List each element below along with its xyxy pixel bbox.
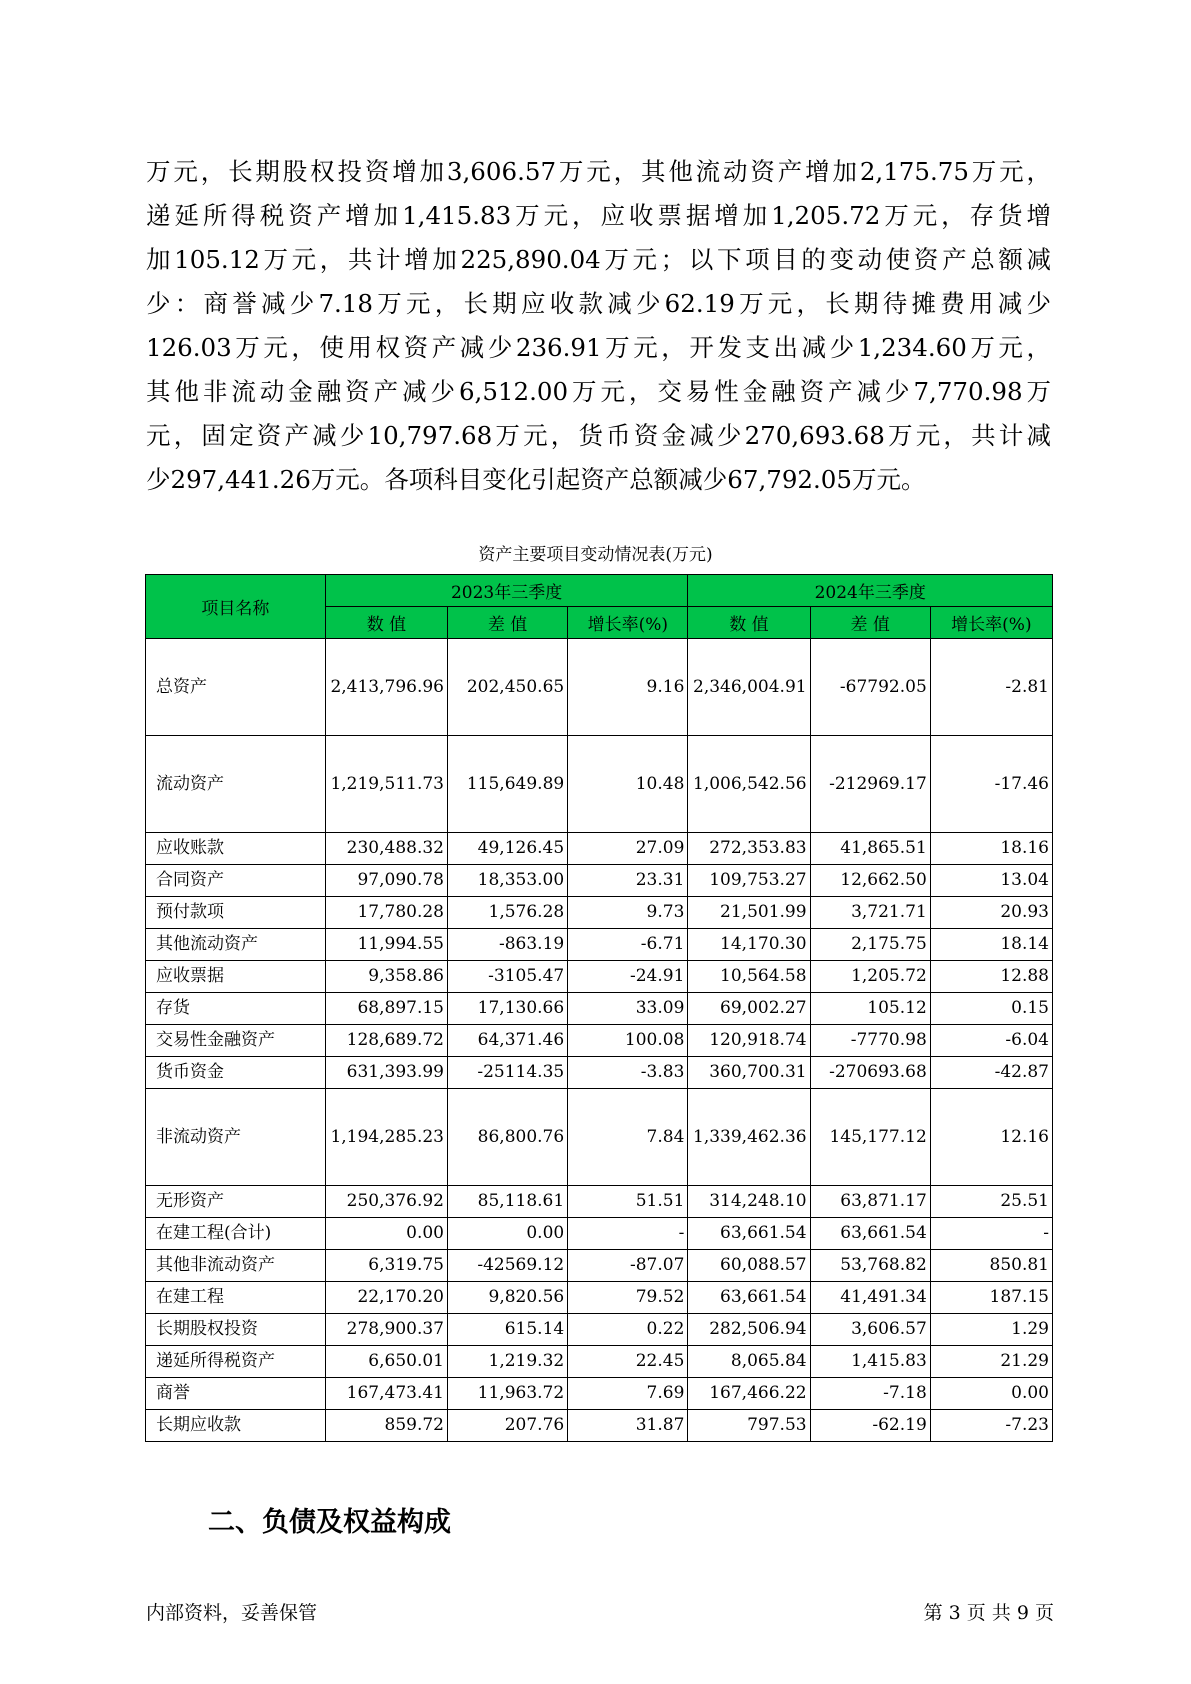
cell-d24: 105.12 [810,993,930,1025]
cell-g24: - [930,1218,1052,1250]
row-item-name: 其他非流动资产 [146,1250,326,1282]
cell-d23: 615.14 [448,1314,568,1346]
cell-g24: -42.87 [930,1057,1052,1089]
cell-g24: 21.29 [930,1346,1052,1378]
cell-d24: 3,606.57 [810,1314,930,1346]
cell-v23: 167,473.41 [325,1378,447,1410]
table-row [146,833,1053,865]
paragraph-line: 万元，长期股权投资增加3,606.57万元，其他流动资产增加2,175.75万元， [146,157,1051,186]
cell-g23: 33.09 [568,993,688,1025]
cell-d24: -7770.98 [810,1025,930,1057]
cell-g24: -7.23 [930,1410,1052,1442]
cell-v24: 167,466.22 [688,1378,810,1410]
cell-d23: -863.19 [448,929,568,961]
cell-v23: 250,376.92 [325,1186,447,1218]
cell-g23: 9.73 [568,897,688,929]
cell-d23: -42569.12 [448,1250,568,1282]
table-row [146,1282,1053,1314]
table-row [146,1410,1053,1442]
table-row [146,865,1053,897]
body-paragraph [146,150,1051,502]
row-item-name: 长期应收款 [146,1410,326,1442]
cell-v23: 68,897.15 [325,993,447,1025]
cell-d23: 18,353.00 [448,865,568,897]
row-item-name: 货币资金 [146,1057,326,1089]
cell-d23: 49,126.45 [448,833,568,865]
table-row [146,736,1053,833]
paragraph-line: 递延所得税资产增加1,415.83万元，应收票据增加1,205.72万元，存货增 [146,201,1051,230]
row-item-name: 应收票据 [146,961,326,993]
row-item-name: 存货 [146,993,326,1025]
cell-v23: 6,319.75 [325,1250,447,1282]
cell-d23: 0.00 [448,1218,568,1250]
cell-d23: 1,219.32 [448,1346,568,1378]
cell-g24: 0.00 [930,1378,1052,1410]
cell-d24: 41,865.51 [810,833,930,865]
cell-d24: 1,415.83 [810,1346,930,1378]
cell-g23: 22.45 [568,1346,688,1378]
cell-g24: 18.14 [930,929,1052,961]
row-item-name: 在建工程 [146,1282,326,1314]
cell-g23: 10.48 [568,736,688,833]
cell-d23: 17,130.66 [448,993,568,1025]
cell-d23: -3105.47 [448,961,568,993]
cell-v24: 14,170.30 [688,929,810,961]
cell-d23: -25114.35 [448,1057,568,1089]
table-row [146,929,1053,961]
cell-g24: 12.88 [930,961,1052,993]
cell-d23: 11,963.72 [448,1378,568,1410]
cell-d23: 202,450.65 [448,639,568,736]
cell-g24: 18.16 [930,833,1052,865]
cell-v23: 278,900.37 [325,1314,447,1346]
table-row [146,993,1053,1025]
cell-v23: 17,780.28 [325,897,447,929]
table-row [146,1218,1053,1250]
cell-g23: -87.07 [568,1250,688,1282]
table-row [146,1057,1053,1089]
cell-g23: 7.69 [568,1378,688,1410]
row-item-name: 无形资产 [146,1186,326,1218]
table-row [146,1250,1053,1282]
cell-g24: 0.15 [930,993,1052,1025]
cell-g24: -6.04 [930,1025,1052,1057]
cell-d24: 53,768.82 [810,1250,930,1282]
header-diff-2023: 差 值 [448,607,568,639]
cell-v23: 128,689.72 [325,1025,447,1057]
table-row [146,639,1053,736]
cell-d24: 63,871.17 [810,1186,930,1218]
cell-g24: 13.04 [930,865,1052,897]
asset-change-table [145,574,1053,1442]
cell-d24: 3,721.71 [810,897,930,929]
cell-v23: 631,393.99 [325,1057,447,1089]
cell-g23: -6.71 [568,929,688,961]
cell-v24: 1,339,462.36 [688,1089,810,1186]
cell-d24: 1,205.72 [810,961,930,993]
cell-d23: 1,576.28 [448,897,568,929]
table-row [146,961,1053,993]
section-heading: 二、负债及权益构成 [208,1507,451,1538]
paragraph-line: 少：商誉减少7.18万元，长期应收款减少62.19万元，长期待摊费用减少 [146,289,1051,318]
header-growth-2024: 增长率(%) [930,607,1052,639]
cell-d23: 86,800.76 [448,1089,568,1186]
table-body [146,639,1053,1442]
header-diff-2024: 差 值 [810,607,930,639]
cell-v23: 6,650.01 [325,1346,447,1378]
table-row [146,1378,1053,1410]
cell-g23: 51.51 [568,1186,688,1218]
cell-g24: 12.16 [930,1089,1052,1186]
cell-v24: 360,700.31 [688,1057,810,1089]
cell-v23: 11,994.55 [325,929,447,961]
cell-v23: 859.72 [325,1410,447,1442]
cell-g23: -3.83 [568,1057,688,1089]
paragraph-line: 元，固定资产减少10,797.68万元，货币资金减少270,693.68万元，共计减 [146,421,1051,450]
table-row [146,1314,1053,1346]
cell-g23: -24.91 [568,961,688,993]
paragraph-line: 少297,441.26万元。各项科目变化引起资产总额减少67,792.05万元。 [146,465,926,494]
cell-v23: 0.00 [325,1218,447,1250]
cell-v23: 22,170.20 [325,1282,447,1314]
paragraph-line: 126.03万元，使用权资产减少236.91万元，开发支出减少1,234.60万元， [146,333,1051,362]
table-row [146,1025,1053,1057]
cell-g24: -2.81 [930,639,1052,736]
header-value-2024: 数 值 [688,607,810,639]
cell-g23: - [568,1218,688,1250]
cell-v23: 2,413,796.96 [325,639,447,736]
cell-d24: 2,175.75 [810,929,930,961]
row-item-name: 总资产 [146,639,326,736]
cell-g23: 9.16 [568,639,688,736]
cell-d24: -67792.05 [810,639,930,736]
row-item-name: 流动资产 [146,736,326,833]
cell-g23: 7.84 [568,1089,688,1186]
cell-d24: 63,661.54 [810,1218,930,1250]
header-value-2023: 数 值 [325,607,447,639]
cell-d24: 145,177.12 [810,1089,930,1186]
cell-g23: 23.31 [568,865,688,897]
table-row [146,1089,1053,1186]
header-item-name: 项目名称 [146,575,326,639]
cell-d23: 115,649.89 [448,736,568,833]
cell-v24: 69,002.27 [688,993,810,1025]
table-row [146,897,1053,929]
cell-v23: 97,090.78 [325,865,447,897]
cell-v24: 314,248.10 [688,1186,810,1218]
cell-g23: 0.22 [568,1314,688,1346]
cell-g23: 79.52 [568,1282,688,1314]
cell-v23: 9,358.86 [325,961,447,993]
cell-d24: 12,662.50 [810,865,930,897]
row-item-name: 商誉 [146,1378,326,1410]
cell-d24: 41,491.34 [810,1282,930,1314]
cell-v23: 1,194,285.23 [325,1089,447,1186]
paragraph-line: 其他非流动金融资产减少6,512.00万元，交易性金融资产减少7,770.98万 [146,377,1051,406]
paragraph-line: 加105.12万元，共计增加225,890.04万元；以下项目的变动使资产总额减 [146,245,1051,274]
cell-g24: 20.93 [930,897,1052,929]
cell-d24: -270693.68 [810,1057,930,1089]
table-row [146,1346,1053,1378]
cell-d23: 207.76 [448,1410,568,1442]
row-item-name: 合同资产 [146,865,326,897]
cell-v24: 21,501.99 [688,897,810,929]
header-growth-2023: 增长率(%) [568,607,688,639]
row-item-name: 非流动资产 [146,1089,326,1186]
header-period-2023: 2023年三季度 [325,575,688,607]
cell-v23: 1,219,511.73 [325,736,447,833]
cell-g24: 1.29 [930,1314,1052,1346]
cell-g24: 850.81 [930,1250,1052,1282]
cell-v24: 109,753.27 [688,865,810,897]
cell-v24: 60,088.57 [688,1250,810,1282]
footer-page-number: 第 3 页 共 9 页 [923,1602,1054,1624]
cell-v24: 797.53 [688,1410,810,1442]
cell-v24: 8,065.84 [688,1346,810,1378]
cell-g24: 25.51 [930,1186,1052,1218]
cell-g23: 100.08 [568,1025,688,1057]
cell-g23: 27.09 [568,833,688,865]
cell-v23: 230,488.32 [325,833,447,865]
row-item-name: 应收账款 [146,833,326,865]
cell-v24: 63,661.54 [688,1282,810,1314]
row-item-name: 在建工程(合计) [146,1218,326,1250]
row-item-name: 长期股权投资 [146,1314,326,1346]
cell-v24: 1,006,542.56 [688,736,810,833]
cell-v24: 2,346,004.91 [688,639,810,736]
cell-v24: 282,506.94 [688,1314,810,1346]
cell-d24: -212969.17 [810,736,930,833]
row-item-name: 交易性金融资产 [146,1025,326,1057]
row-item-name: 其他流动资产 [146,929,326,961]
cell-d23: 85,118.61 [448,1186,568,1218]
cell-d24: -62.19 [810,1410,930,1442]
footer-confidential-note: 内部资料，妥善保管 [146,1602,318,1624]
cell-g23: 31.87 [568,1410,688,1442]
row-item-name: 预付款项 [146,897,326,929]
cell-d24: -7.18 [810,1378,930,1410]
cell-d23: 9,820.56 [448,1282,568,1314]
table-row [146,1186,1053,1218]
header-period-2024: 2024年三季度 [688,575,1053,607]
row-item-name: 递延所得税资产 [146,1346,326,1378]
cell-g24: 187.15 [930,1282,1052,1314]
cell-v24: 10,564.58 [688,961,810,993]
cell-d23: 64,371.46 [448,1025,568,1057]
cell-v24: 272,353.83 [688,833,810,865]
cell-g24: -17.46 [930,736,1052,833]
cell-v24: 120,918.74 [688,1025,810,1057]
table-caption: 资产主要项目变动情况表(万元) [478,545,713,565]
cell-v24: 63,661.54 [688,1218,810,1250]
